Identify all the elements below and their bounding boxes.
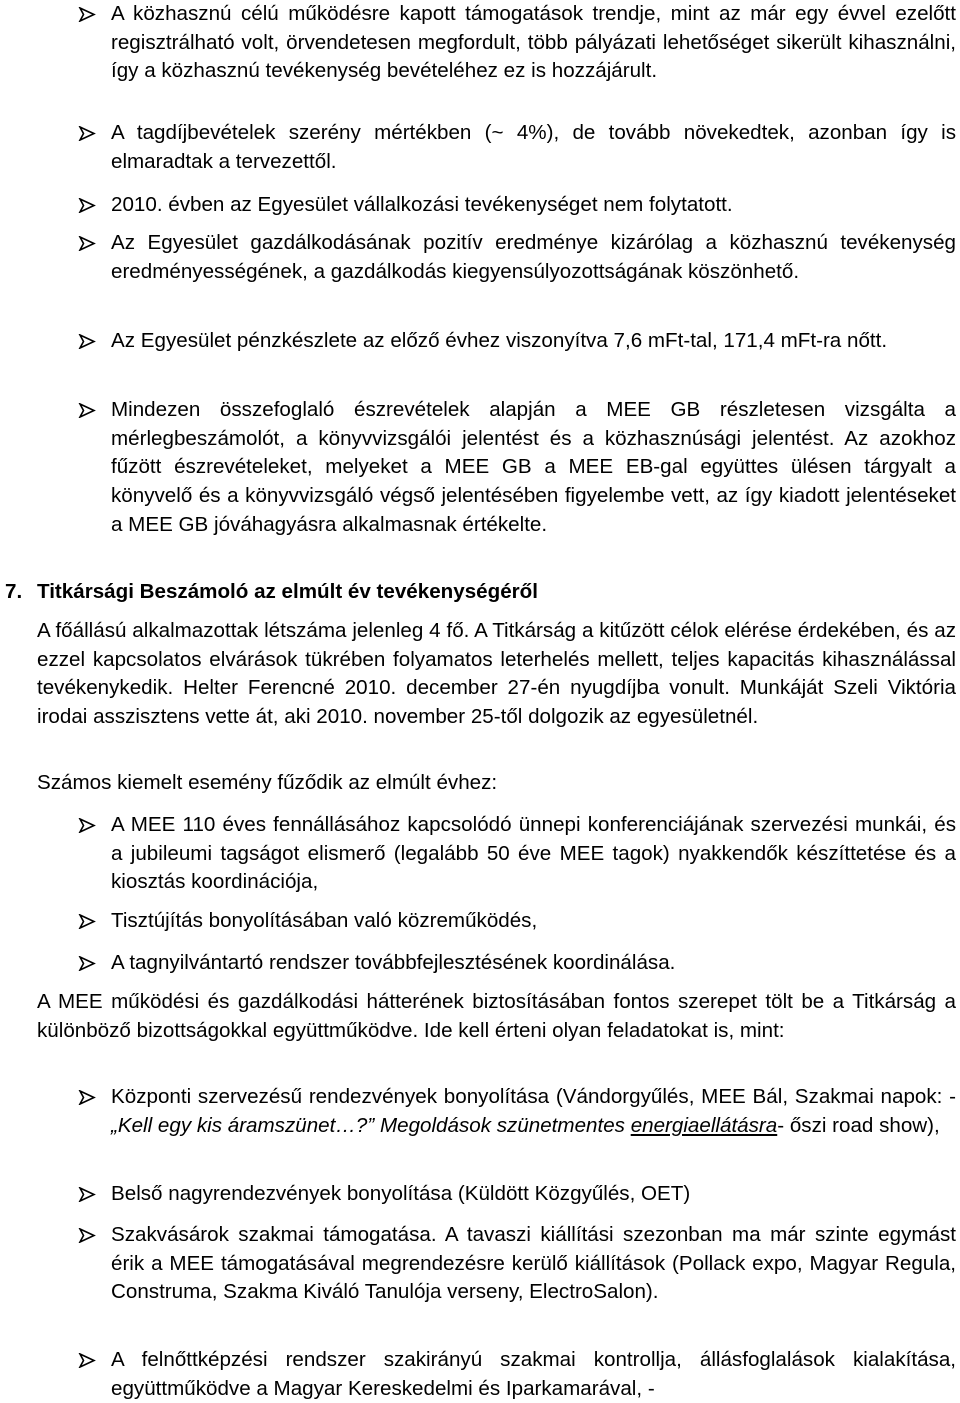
paragraph-events-intro: Számos kiemelt esemény fűződik az elmúlt évhez: <box>37 771 498 794</box>
arrowhead-bullet-icon <box>78 236 96 251</box>
list-item-text: 2010. évben az Egyesület vállalkozási tevékenységet nem folytatott. <box>111 193 733 216</box>
list-item-text <box>111 1083 956 1140</box>
list-item-text: Mindezen összefoglaló észrevételek alapján a MEE GB részletesen vizsgálta a mérlegbeszámolót, a könyvvizsgálói jelentést és a közhasznúsági jelentést. Az azokhoz fűzött észrevételeket, melyeket a MEE GB a MEE EB-gal együttes ülésen tárgyalt a könyvelő és a könyvvizsgáló végső jelentésében figyelembe vett, az így kiadott jelentéseket a MEE GB jóváhagyásra alkalmasnak értékelte. <box>111 398 956 536</box>
list-item-text: Tisztújítás bonyolításában való közreműködés, <box>111 909 538 932</box>
paragraph-tasks-intro: A MEE működési és gazdálkodási hátterének biztosításában fontos szerepet tölt be a Titkárság a különböző bizottságokkal együttműködve. Ide kell érteni olyan feladatokat is, mint: <box>37 990 956 1042</box>
arrowhead-bullet-icon <box>78 198 96 213</box>
list-item <box>78 229 956 286</box>
italic-underlined-text: energiaellátásra <box>630 1113 778 1137</box>
arrowhead-bullet-icon <box>78 1228 96 1243</box>
arrowhead-bullet-icon <box>78 956 96 971</box>
paragraph-staff: A főállású alkalmazottak létszáma jelenleg 4 fő. A Titkárság a kitűzött célok elérése érdekében, és az ezzel kapcsolatos elvárások tükrében folyamatos leterhelés mellett, teljes kapacitás kihasználással tevékenykedik. Helter Ferencné 2010. december 27-én nyugdíjba vonult. Munkáját Szeli Viktória irodai asszisztens vette át, aki 2010. november 25-től dolgozik az egyesületnél. <box>37 619 956 729</box>
list-item-text: Szakvásárok szakmai támogatása. A tavaszi kiállítási szezonban ma már szinte egymást érik a MEE támogatásával megrendezésre kerülő kiállítások (Pollack expo, Magyar Regula, Construma, Szakma Kiváló Tanulója verseny, ElectroSalon). <box>111 1223 956 1304</box>
arrowhead-bullet-icon <box>78 1187 96 1202</box>
list-item-text: Belső nagyrendezvények bonyolítása (Küldött Közgyűlés, OET) <box>111 1182 691 1205</box>
list-item <box>78 949 956 978</box>
arrowhead-bullet-icon <box>78 1353 96 1368</box>
arrowhead-bullet-icon <box>78 7 96 22</box>
list-item-text: A MEE 110 éves fennállásához kapcsolódó ünnepi konferenciájának szervezési munkái, és a jubileumi tagságot elismerő (legalább 50 éve MEE tagok) nyakkendők készíttetése és a kiosztás koordinációja, <box>111 813 956 894</box>
list-item <box>78 327 956 356</box>
arrowhead-bullet-icon <box>78 818 96 833</box>
arrowhead-bullet-icon <box>78 914 96 929</box>
list-item-text: Az Egyesület pénzkészlete az előző évhez viszonyítva 7,6 mFt-tal, 171,4 mFt-ra nőtt. <box>111 329 888 352</box>
list-item <box>78 811 956 897</box>
list-item <box>78 396 956 540</box>
list-item <box>78 191 956 220</box>
list-item <box>78 1221 956 1307</box>
list-item-text: A közhasznú célú működésre kapott támogatások trendje, mint az már egy évvel ezelőtt regisztrálható volt, örvendetesen megfordult, több pályázati lehetőséget sikerült kihasználni, így a közhasznú tevékenység bevételéhez ez is hozzájárult. <box>111 2 956 83</box>
text-run: - őszi road show), <box>777 1113 940 1137</box>
section-heading <box>5 578 956 607</box>
arrowhead-bullet-icon <box>78 126 96 141</box>
list-item <box>78 119 956 176</box>
section-title: Titkársági Beszámoló az elmúlt év tevékenységéről <box>37 580 538 603</box>
list-item <box>78 0 956 86</box>
arrowhead-bullet-icon <box>78 403 96 418</box>
list-item <box>78 907 956 936</box>
arrowhead-bullet-icon <box>78 334 96 349</box>
arrowhead-bullet-icon <box>78 1090 96 1105</box>
list-item-text: Az Egyesület gazdálkodásának pozitív eredménye kizárólag a közhasznú tevékenység eredményességének, a gazdálkodás kiegyensúlyozottságának köszönhető. <box>111 231 956 283</box>
italic-event-name: Megoldások szünetmentes <box>379 1113 625 1137</box>
list-item <box>78 1180 956 1209</box>
text-run: Központi szervezésű rendezvények bonyolítása (Vándorgyűlés, MEE Bál, Szakmai napok: - <box>111 1085 956 1108</box>
list-item-text: A felnőttképzési rendszer szakirányú szakmai kontrollja, állásfoglalások kialakítása, együttműködve a Magyar Kereskedelmi és Iparkamarával, - <box>111 1348 956 1400</box>
italic-event-name: „Kell egy kis áramszünet…?” <box>111 1113 375 1137</box>
list-item-text: A tagdíjbevételek szerény mértékben (~ 4%), de tovább növekedtek, azonban így is elmaradtak a tervezettől. <box>111 121 956 173</box>
list-item <box>78 1346 956 1403</box>
list-item <box>78 1083 956 1140</box>
section-number: 7. <box>5 580 23 603</box>
list-item-text: A tagnyilvántartó rendszer továbbfejlesztésének koordinálása. <box>111 951 676 974</box>
